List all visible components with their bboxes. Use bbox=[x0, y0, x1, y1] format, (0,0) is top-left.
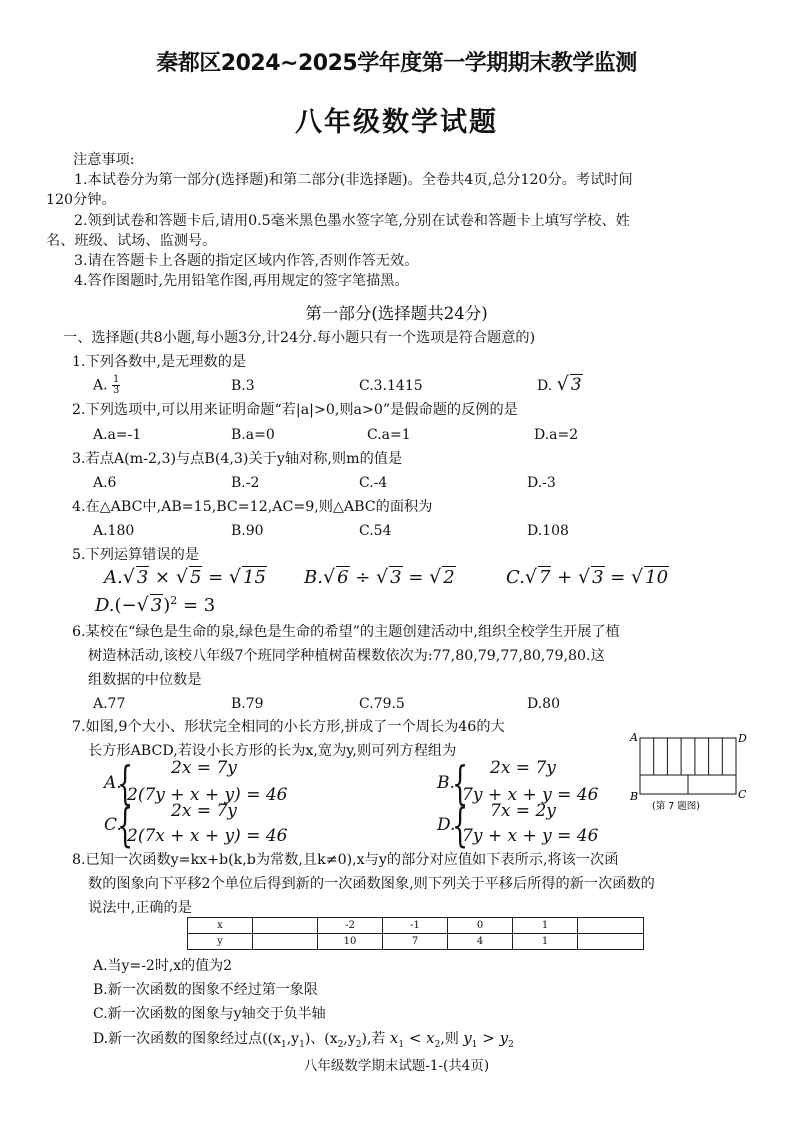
option-b bbox=[304, 566, 456, 588]
vertex-label: A bbox=[630, 731, 638, 744]
equation: 2x = 7y bbox=[490, 758, 556, 778]
equation: 7y + x + y = 46 bbox=[462, 826, 599, 846]
rectangle-figure bbox=[628, 728, 748, 812]
table-cell bbox=[253, 934, 318, 950]
operator: × bbox=[149, 567, 176, 588]
paren-open: (− bbox=[114, 595, 137, 616]
brace-icon: { bbox=[117, 756, 134, 810]
option-text: ,y bbox=[286, 1031, 300, 1047]
paren-close: ) bbox=[163, 595, 171, 616]
option-label: A. bbox=[93, 377, 108, 394]
equation: 2x = 7y bbox=[171, 758, 237, 778]
radical-icon: √ bbox=[175, 566, 188, 588]
radicand: 3 bbox=[570, 375, 582, 395]
table-cell bbox=[253, 918, 318, 934]
table-row bbox=[188, 918, 644, 934]
notice-line: 名、班级、试场、监测号。 bbox=[46, 233, 217, 249]
option-label: A. bbox=[104, 567, 123, 588]
operator: > bbox=[477, 1029, 500, 1047]
option-b: B.3 bbox=[231, 378, 255, 394]
option-c: C.新一次函数的图象与y轴交于负半轴 bbox=[93, 1006, 326, 1022]
table-cell: 1 bbox=[513, 934, 578, 950]
option-text: ,y bbox=[343, 1031, 356, 1047]
operator: + bbox=[551, 567, 578, 588]
brace-icon: { bbox=[452, 798, 469, 852]
radical-icon: √ bbox=[556, 373, 569, 395]
notice-line: 4.答作图题时,先用铅笔作图,再用规定的签字笔描黑。 bbox=[74, 273, 409, 289]
table-cell: -1 bbox=[383, 918, 448, 934]
question-stem: 数的图象向下平移2个单位后得到新的一次函数图象,则下列关于平移后所得的新一次函数的 bbox=[88, 876, 655, 892]
table-cell bbox=[578, 934, 644, 950]
option-label: D. bbox=[95, 595, 115, 616]
radicand: 3 bbox=[390, 567, 402, 588]
exam-subtitle: 八年级数学试题 bbox=[295, 107, 498, 138]
option-b: B.-2 bbox=[231, 475, 260, 491]
table-cell: x bbox=[188, 918, 253, 934]
radicand: 10 bbox=[645, 567, 669, 588]
equation: 7y + x + y = 46 bbox=[462, 785, 599, 805]
exam-title: 秦都区2024~2025学年度第一学期期末教学监测 bbox=[156, 51, 637, 76]
question-stem: 1.下列各数中,是无理数的是 bbox=[72, 354, 247, 370]
radical-icon: √ bbox=[376, 566, 389, 588]
radical-icon: √ bbox=[122, 566, 135, 588]
option-label: B. bbox=[304, 567, 323, 588]
radical-icon: √ bbox=[429, 566, 442, 588]
option-d bbox=[93, 1028, 514, 1055]
operator: = bbox=[402, 567, 430, 588]
equation: 2(7y + x + y) = 46 bbox=[127, 785, 288, 805]
radical-icon: √ bbox=[228, 566, 242, 588]
option-d: D.-3 bbox=[527, 475, 556, 491]
radicand: 5 bbox=[189, 567, 202, 588]
brace-icon: { bbox=[117, 798, 134, 852]
question-stem: 3.若点A(m-2,3)与点B(4,3)关于y轴对称,则m的值是 bbox=[72, 451, 403, 467]
notice-line: 1.本试卷分为第一部分(选择题)和第二部分(非选择题)。全卷共4页,总分120分。考试时间 bbox=[74, 172, 633, 188]
subscript: 1 bbox=[281, 1039, 287, 1050]
option-d: D.80 bbox=[527, 696, 560, 712]
question-stem: 组数据的中位数是 bbox=[88, 672, 202, 688]
question-stem: 树造林活动,该校八年级7个班同学种植树苗棵数依次为:77,80,79,77,80,79,80.这 bbox=[88, 648, 605, 664]
option-b: B.a=0 bbox=[231, 427, 275, 443]
subscript: 1 bbox=[398, 1040, 405, 1050]
question-stem: 8.已知一次函数y=kx+b(k,b为常数,且k≠0),x与y的部分对应值如下表所示,将该一次函 bbox=[72, 852, 619, 868]
radical-icon: √ bbox=[577, 566, 591, 588]
table-cell: -2 bbox=[318, 918, 383, 934]
numerator: 1 bbox=[113, 374, 120, 385]
option-label: D. bbox=[537, 378, 553, 394]
radicand: 3 bbox=[150, 595, 163, 616]
notice-heading: 注意事项: bbox=[73, 152, 135, 168]
question-stem: 4.在△ABC中,AB=15,BC=12,AC=9,则△ABC的面积为 bbox=[72, 499, 433, 515]
table-cell bbox=[578, 918, 644, 934]
radical-icon: √ bbox=[524, 566, 537, 588]
vertex-label: B bbox=[630, 790, 639, 803]
part-heading: 第一部分(选择题共24分) bbox=[305, 304, 488, 323]
option-label: A. bbox=[104, 773, 122, 793]
question-stem: 说法中,正确的是 bbox=[88, 900, 192, 916]
equation: 2x = 7y bbox=[171, 801, 237, 821]
option-text: )、(x bbox=[304, 1031, 338, 1047]
option-d bbox=[95, 594, 215, 616]
option-label: C. bbox=[506, 567, 525, 588]
table-cell: 10 bbox=[318, 934, 383, 950]
option-d bbox=[537, 374, 583, 396]
operator: = bbox=[202, 567, 229, 588]
question-stem: 5.下列运算错误的是 bbox=[72, 547, 200, 563]
operator: ÷ bbox=[349, 567, 377, 588]
operator: = bbox=[604, 567, 632, 588]
option-c: C.54 bbox=[359, 523, 392, 539]
inequality bbox=[463, 1029, 514, 1050]
exponent: 2 bbox=[170, 594, 178, 607]
option-a: A.77 bbox=[93, 696, 126, 712]
radical-icon: √ bbox=[136, 594, 149, 616]
vertex-label: C bbox=[738, 788, 747, 801]
variable: x bbox=[426, 1029, 435, 1047]
radicand: 3 bbox=[136, 567, 149, 588]
option-a: A.a=-1 bbox=[93, 427, 142, 443]
subscript: 1 bbox=[471, 1040, 478, 1050]
option-c: C.a=1 bbox=[367, 427, 411, 443]
option-b: B.79 bbox=[231, 696, 264, 712]
option-text: ,则 bbox=[440, 1031, 464, 1047]
option-a bbox=[93, 375, 120, 396]
option-d: D.108 bbox=[527, 523, 569, 539]
option-b: B.新一次函数的图象不经过第一象限 bbox=[93, 982, 318, 998]
page-footer: 八年级数学期末试题-1-(共4页) bbox=[303, 1058, 490, 1074]
option-c: C.3.1415 bbox=[359, 378, 423, 394]
equation: 7x = 2y bbox=[490, 801, 556, 821]
subscript: 2 bbox=[337, 1039, 344, 1050]
radical-icon: √ bbox=[631, 566, 644, 588]
variable: x bbox=[389, 1029, 399, 1047]
option-a: A.当y=-2时,x的值为2 bbox=[93, 958, 233, 974]
radicand: 3 bbox=[592, 567, 604, 588]
variable: y bbox=[463, 1029, 472, 1047]
radicand: 7 bbox=[538, 567, 551, 588]
question-stem: 7.如图,9个大小、形状完全相同的小长方形,拼成了一个周长为46的大 bbox=[72, 719, 505, 735]
fraction bbox=[112, 375, 120, 396]
radical-icon: √ bbox=[322, 566, 336, 588]
table-cell: 0 bbox=[448, 918, 513, 934]
table-row bbox=[188, 934, 644, 950]
table-cell: 4 bbox=[448, 934, 513, 950]
subscript: 2 bbox=[508, 1040, 514, 1050]
question-stem: 6.某校在“绿色是生命的泉,绿色是生命的希望”的主题创建活动中,组织全校学生开展了植 bbox=[72, 624, 620, 640]
notice-line: 2.领到试卷和答题卡后,请用0.5毫米黑色墨水签字笔,分别在试卷和答题卡上填写学校、姓 bbox=[74, 213, 630, 229]
option-c: C.79.5 bbox=[359, 696, 405, 712]
option-label: B. bbox=[437, 773, 455, 793]
question-stem: 2.下列选项中,可以用来证明命题“若|a|>0,则a>0”是假命题的反例的是 bbox=[72, 402, 518, 418]
section-heading: 一、选择题(共8小题,每小题3分,计24分.每小题只有一个选项是符合题意的) bbox=[63, 330, 536, 346]
inequality bbox=[389, 1029, 441, 1050]
table-cell: 1 bbox=[513, 918, 578, 934]
option-c: C.-4 bbox=[359, 475, 388, 491]
table-cell: y bbox=[188, 934, 253, 950]
figure-caption: (第 7 题图) bbox=[652, 801, 700, 812]
option-label: D. bbox=[437, 815, 456, 835]
option-a: A.180 bbox=[93, 523, 135, 539]
subscript: 1 bbox=[299, 1039, 305, 1050]
option-text: ),若 bbox=[361, 1031, 386, 1047]
option-label: C. bbox=[104, 815, 122, 835]
result: = 3 bbox=[177, 595, 216, 616]
value-table bbox=[187, 917, 644, 950]
notice-line: 120分钟。 bbox=[46, 192, 116, 208]
subscript: 2 bbox=[355, 1039, 362, 1050]
radicand: 6 bbox=[337, 567, 349, 588]
option-a: A.6 bbox=[93, 475, 117, 491]
option-b: B.90 bbox=[231, 523, 264, 539]
brace-icon: { bbox=[452, 756, 469, 810]
table-cell: 7 bbox=[383, 934, 448, 950]
radicand: 15 bbox=[243, 567, 266, 588]
equation: 2(7x + x + y) = 46 bbox=[127, 826, 288, 846]
notice-line: 3.请在答题卡上各题的指定区域内作答,否则作答无效。 bbox=[74, 253, 419, 269]
subscript: 2 bbox=[434, 1040, 441, 1050]
variable: y bbox=[499, 1029, 509, 1047]
vertex-label: D bbox=[738, 732, 747, 745]
radicand: 2 bbox=[443, 567, 455, 588]
option-d: D.a=2 bbox=[534, 427, 579, 443]
option-a bbox=[104, 566, 267, 588]
option-c bbox=[506, 566, 669, 588]
option-text: D.新一次函数的图象经过点((x bbox=[93, 1031, 281, 1047]
denominator: 3 bbox=[113, 385, 120, 396]
question-stem: 长方形ABCD,若设小长方形的长为x,宽为y,则可列方程组为 bbox=[88, 743, 457, 759]
operator: < bbox=[404, 1029, 427, 1047]
